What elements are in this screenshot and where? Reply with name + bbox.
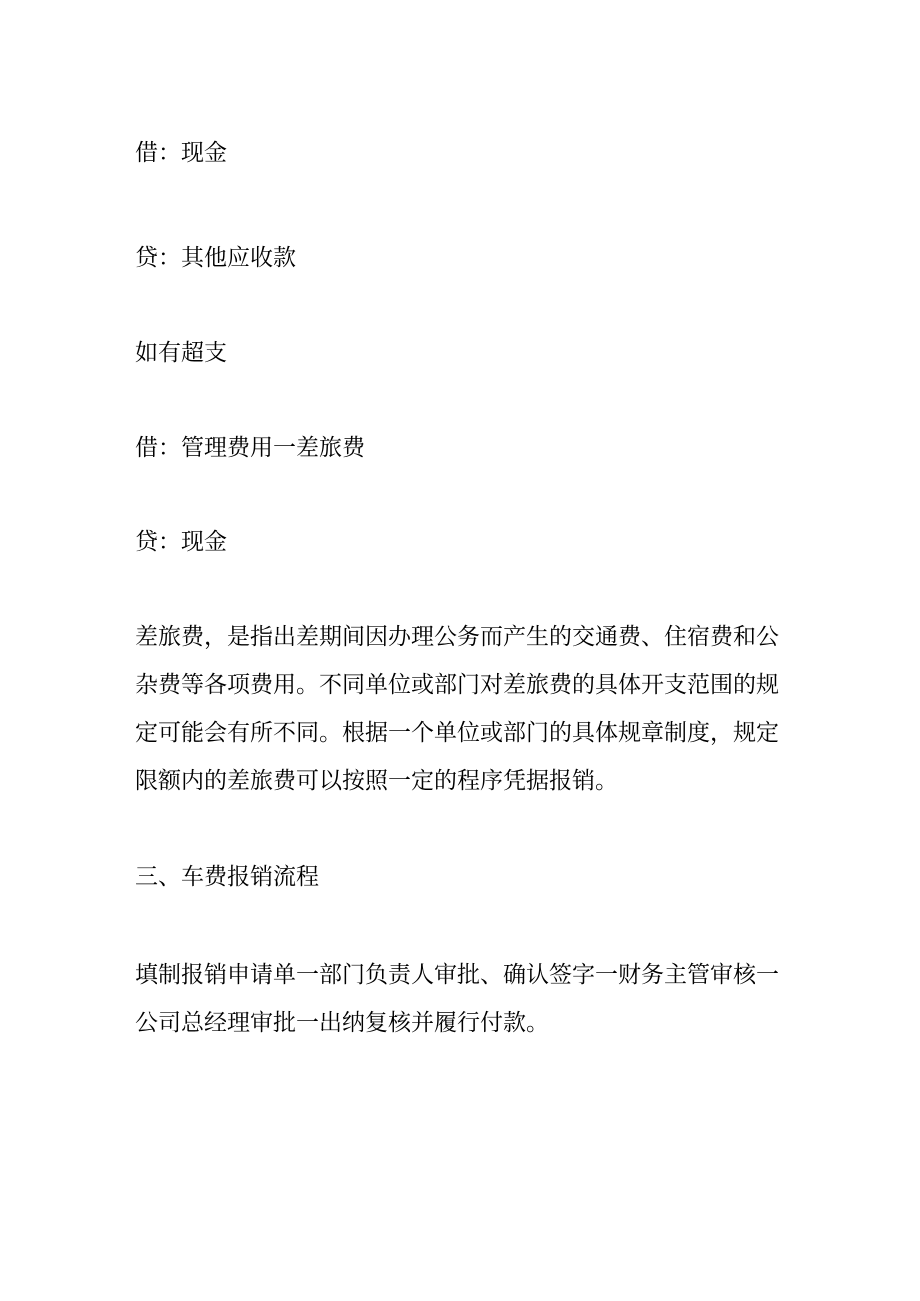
paragraph-row: 限额内的差旅费可以按照一定的程序凭据报销。 bbox=[135, 768, 618, 794]
entry-overspend-note: 如有超支 bbox=[135, 340, 227, 366]
entry-debit-cash: 借：现金 bbox=[135, 140, 227, 166]
section-heading: 三、车费报销流程 bbox=[135, 864, 319, 890]
paragraph-row: 差旅费，是指出差期间因办理公务而产生的交通费、住宿费和公 bbox=[135, 624, 779, 650]
paragraph-row: 定可能会有所不同。根据一个单位或部门的具体规章制度，规定 bbox=[135, 720, 779, 746]
travel-expense-definition bbox=[135, 613, 790, 805]
paragraph-row: 填制报销申请单一部门负责人审批、确认签字一财务主管审核一 bbox=[135, 962, 779, 988]
car-expense-process bbox=[135, 951, 790, 1047]
entry-credit-cash: 贷：现金 bbox=[135, 529, 227, 555]
entry-credit-other-receivables: 贷：其他应收款 bbox=[135, 245, 296, 271]
paragraph-row: 公司总经理审批一出纳复核并履行付款。 bbox=[135, 1010, 549, 1036]
paragraph-row: 杂费等各项费用。不同单位或部门对差旅费的具体开支范围的规 bbox=[135, 672, 779, 698]
entry-debit-travel-expense: 借：管理费用一差旅费 bbox=[135, 435, 365, 461]
